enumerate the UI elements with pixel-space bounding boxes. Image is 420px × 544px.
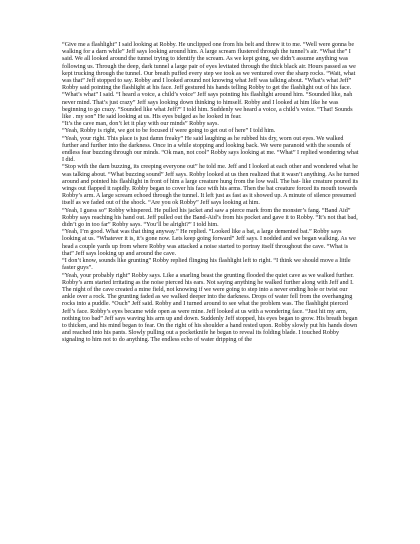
story-text [62, 42, 360, 345]
paragraph: “Give me a flashlight” I said looking at Robby. He unclipped one from his belt and threw it to me. “Well were gonna be walking for a darn while” Jeff says looking around him. A large scream flustered through the tunnel’s air. “What the” I said. We all looked around the tunnel trying to identify the scream. As we kept going, we didn’t assume anything was following us. Through the deep, dark tunnel a large pair of eyes levitated through the thick black air. Hours passed as we kept trucking through the tunnel. Our breath puffed every step we took as we ventured over the sharp rocks. “Wait, what was that” Jeff stopped to say. Robby and I looked around not knowing what Jeff was talking about. “What’s what Jeff” Robby said pointing the flashlight at his face. Jeff gestured his hands telling Robby to get the flashlight out of his face. “What’s what” I said. “I heard a voice, a child’s voice” Jeff says pointing his flashlight around him. “Sounded like, nah never mind. That’s just crazy” Jeff says looking down thinking to himself. Robby and I looked at him like he was beginning to go crazy. “Sounded like what Jeff?” I told him. Suddenly we heard a voice, a child’s voice. “That! Sounds like . my son” He said looking at us. His eyes bulged as he looked in fear. [62, 42, 356, 121]
paragraph: “Yeah, Robby is right, we got to be focused if were going to get out of here” I told him. [62, 128, 276, 135]
paragraph: “I don’t know, sounds like grunting” Robby replied flinging his flashlight left to right. “I think we should move a little faster guys”. [62, 258, 351, 272]
paragraph: “Yeah, I guess so” Robby whispered. He pulled his jacket and saw a pierce mark from the monster’s fang. “Band Aid” Robby says reaching his hand out. Jeff pulled out the Band-Aid’s from his pocket and gave it to Robby. “It’s not that bad, didn’t go in too far” Robby says. “You’ll be alright?” I told him. [62, 207, 358, 229]
paragraph: “Yeah, your right. This place is just damn freaky” He said laughing as he rubbed his dry, worn out eyes. We walked further and further into the darkness. Once in a while stopping and looking back. We were paranoid with the sounds of endless fear buzzing through our minds. “Ok man, not cool” Robby says looking at me. “What” I replied wondering what I did. [62, 135, 359, 164]
paragraph: “It’s the cave man, don’t let it play with our minds” Robby says. [62, 121, 219, 128]
paragraph: “Yeah, I’m good. What was that thing anyway.” He replied. “Looked like a bat, a large demented bat.” Robby says looking at us. “Whatever it is, it’s gone now. Lets keep going forward” Jeff says. I nodded and we began walking. As we head a couple yards up from where Robby was attacked a noise started to portray itself throughout the cave. “What is that” Jeff says looking up and around the cave. [62, 229, 356, 257]
paragraph: “Yeah, your probably right” Robby says. Like a snarling beast the grunting flooded the quiet cave as we walked further. Robby’s arm started irritating as the noise pierced his ears. Not saying anything he walked further along with Jeff and I. The night of the cave created a mine field, not knowing if we were going to step into a never ending hole or twist our ankle over a rock. The grunting faded as we walked deeper into the darkness. Drops of water fell from the overhanging rocks into a puddle. “Ouch” Jeff said. Robby and I turned around to see what the problem was. The flashlight pierced Jeff’s face. Robby’s eyes became wide open as were mine. Jeff looked at us with a wondering face. “Just hit my arm, nothing too bad” Jeff says waving his arm up and down. Suddenly Jeff stopped, his eyes began to grow. His breath began to thicken, and his mind began to fear. On the right of his shoulder a hand rested upon. Robby slowly put his hands down and reached into his pants. Slowly pulling out a pocketknife he began to reveal its folding blade. I touched Robby signaling to him not to do anything. The endless echo of water dripping of the [62, 272, 358, 344]
paragraph: “Stop with the darn buzzing, its creeping everyone out” he told me. Jeff and I looked at each other and wondered what he was talking about. “What buzzing sound” Jeff says. Robby looked at us then realized that it wasn’t anything. As he turned around and pointed his flashlight in front of him a large creature hung from the low wall. The bat- like creature poured its wings out flapped it rapidly. Robby began to cover his face with his arms. Then the bat creature forced its mouth towards Robby’s arm. A large scream echoed through the tunnel. It left just as fast as it showed up. A minute of silence presumed itself as we faded out of the shock. “Are you ok Robby” Jeff says looking at him. [62, 164, 360, 207]
